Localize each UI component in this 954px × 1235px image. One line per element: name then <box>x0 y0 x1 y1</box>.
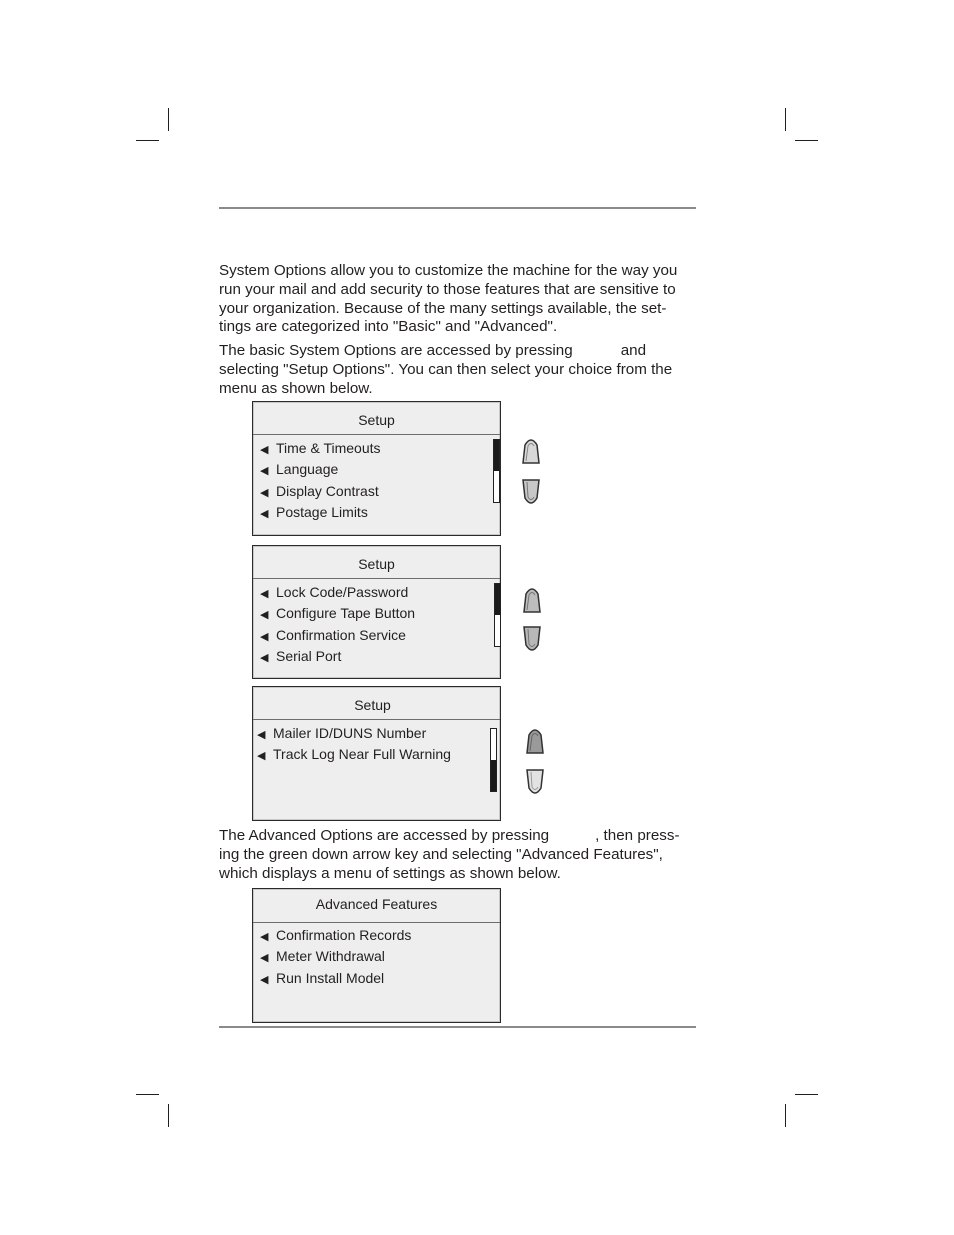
scrollbar[interactable] <box>490 728 497 792</box>
advanced-line: , then press- <box>595 827 680 844</box>
scroll-thumb[interactable] <box>491 760 496 791</box>
left-arrow-icon: ◀ <box>260 651 269 664</box>
left-arrow-icon: ◀ <box>260 486 269 499</box>
left-arrow-icon: ◀ <box>260 630 269 643</box>
left-arrow-icon: ◀ <box>260 507 269 520</box>
crop-mark <box>785 108 786 131</box>
left-arrow-icon: ◀ <box>257 750 266 763</box>
menu-list <box>253 579 500 667</box>
setup-screen-3 <box>252 686 501 821</box>
screen-title: Setup <box>253 402 500 435</box>
crop-mark <box>168 108 169 131</box>
up-arrow-key-icon[interactable] <box>520 437 542 465</box>
setup-screen-1 <box>252 401 501 536</box>
intro-line: run your mail and add security to those features that are sensitive to <box>219 280 676 298</box>
screen-title: Advanced Features <box>253 889 500 923</box>
crop-mark <box>785 1104 786 1127</box>
footer-rule <box>219 1026 696 1028</box>
menu-list <box>253 435 500 523</box>
menu-item-postage-limits[interactable]: ◀ Postage Limits <box>253 502 500 523</box>
menu-list <box>253 720 500 766</box>
up-arrow-key-icon[interactable] <box>521 586 543 614</box>
menu-item-mailer-id-duns[interactable]: ◀ Mailer ID/DUNS Number <box>253 723 500 744</box>
screen-title: Setup <box>253 546 500 579</box>
left-arrow-icon: ◀ <box>260 465 269 478</box>
advanced-features-screen <box>252 888 501 1023</box>
basic-options-paragraph <box>219 342 699 398</box>
basic-line: and <box>620 342 647 359</box>
menu-item-configure-tape-button[interactable]: ◀ Configure Tape Button <box>253 603 500 624</box>
left-arrow-icon: ◀ <box>260 588 269 600</box>
down-arrow-key-icon[interactable] <box>521 625 543 653</box>
crop-mark <box>136 140 159 141</box>
menu-item-confirmation-records[interactable]: ◀ Confirmation Records <box>253 925 500 946</box>
menu-item-time-timeouts[interactable]: ◀ Time & Timeouts <box>253 438 500 459</box>
menu-list <box>253 923 500 989</box>
header-rule <box>219 207 696 209</box>
down-arrow-key-icon[interactable] <box>520 478 542 506</box>
scroll-thumb[interactable] <box>494 440 499 471</box>
menu-item-language[interactable]: ◀ Language <box>253 459 500 480</box>
menu-item-lock-code-password[interactable]: ◀ Lock Code/Password <box>253 582 500 603</box>
up-arrow-key-icon[interactable] <box>524 727 546 755</box>
scroll-thumb[interactable] <box>495 584 500 615</box>
menu-item-meter-withdrawal[interactable]: ◀ Meter Withdrawal <box>253 946 500 967</box>
intro-line: your organization. Because of the many settings available, the set- <box>219 299 667 317</box>
left-arrow-icon: ◀ <box>260 952 269 965</box>
menu-item-run-install-model[interactable]: ◀ Run Install Model <box>253 968 500 989</box>
left-arrow-icon: ◀ <box>260 931 269 943</box>
advanced-line: which displays a menu of settings as shown below. <box>219 864 561 882</box>
crop-mark <box>795 1094 818 1095</box>
left-arrow-icon: ◀ <box>257 729 266 741</box>
crop-mark <box>136 1094 159 1095</box>
left-arrow-icon: ◀ <box>260 444 269 456</box>
setup-screen-2 <box>252 545 501 679</box>
menu-item-confirmation-service[interactable]: ◀ Confirmation Service <box>253 625 500 646</box>
intro-line: System Options allow you to customize the machine for the way you <box>219 262 678 279</box>
intro-paragraph <box>219 262 699 337</box>
scrollbar[interactable] <box>494 583 501 647</box>
menu-item-display-contrast[interactable]: ◀ Display Contrast <box>253 481 500 502</box>
left-arrow-icon: ◀ <box>260 973 269 986</box>
scrollbar[interactable] <box>493 439 500 503</box>
down-arrow-key-icon[interactable] <box>524 768 546 796</box>
basic-line: selecting "Setup Options". You can then select your choice from the <box>219 360 673 378</box>
screen-title: Setup <box>253 687 500 720</box>
advanced-line: The Advanced Options are accessed by pressing <box>219 827 550 844</box>
basic-line: The basic System Options are accessed by pressing <box>219 342 573 359</box>
advanced-options-paragraph <box>219 827 699 883</box>
crop-mark <box>168 1104 169 1127</box>
basic-line: menu as shown below. <box>219 379 373 397</box>
crop-mark <box>795 140 818 141</box>
menu-item-serial-port[interactable]: ◀ Serial Port <box>253 646 500 667</box>
left-arrow-icon: ◀ <box>260 609 269 622</box>
advanced-line: ing the green down arrow key and selecting "Advanced Features", <box>219 845 663 863</box>
intro-line: tings are categorized into "Basic" and "Advanced". <box>219 318 558 336</box>
menu-item-track-log-warning[interactable]: ◀ Track Log Near Full Warning <box>253 744 500 765</box>
